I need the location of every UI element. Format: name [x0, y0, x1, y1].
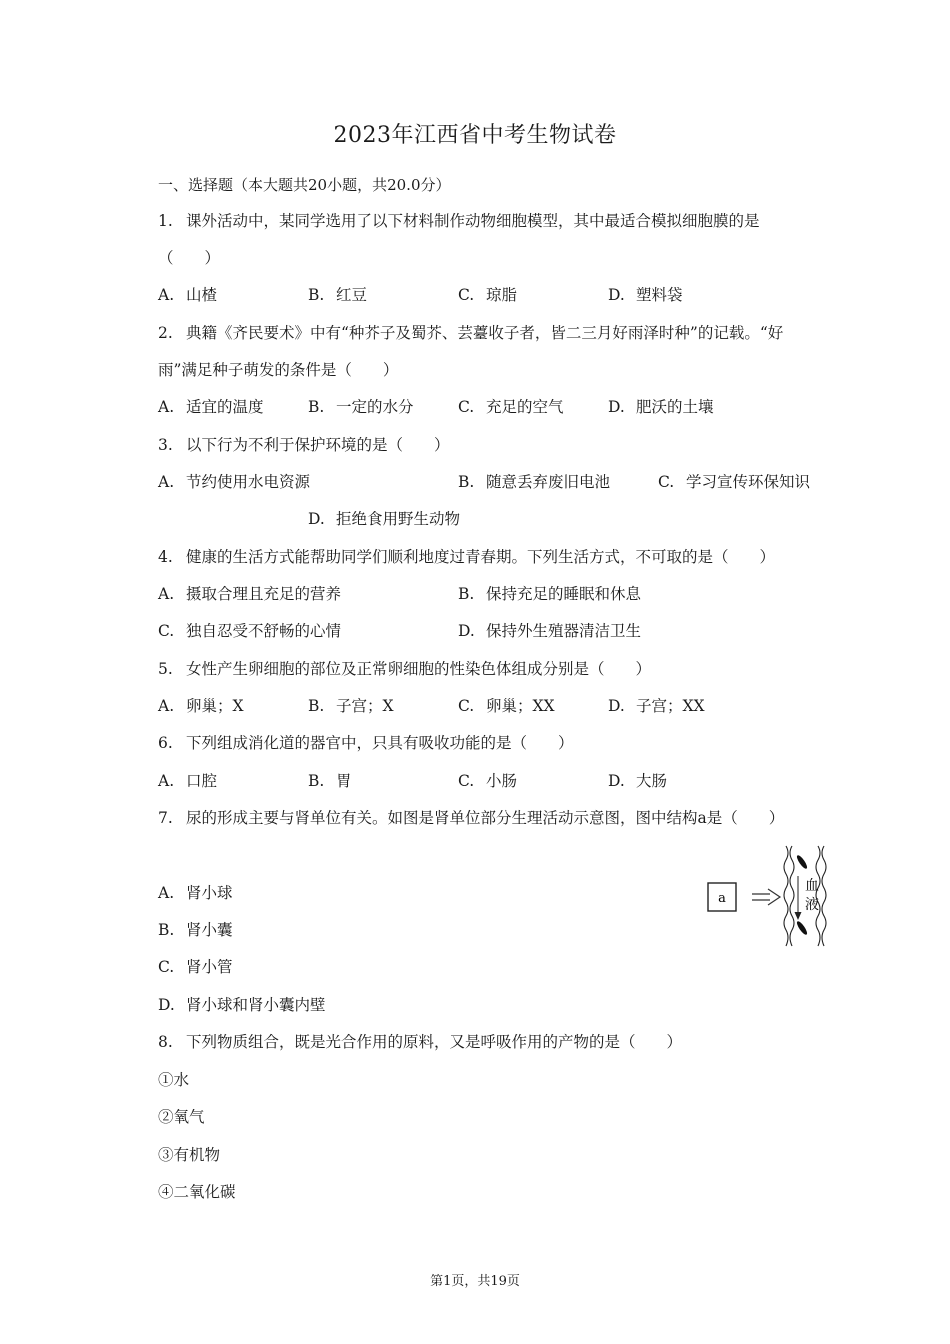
blood-label-2: 液 [805, 897, 819, 913]
question-number: 3. [158, 436, 173, 454]
blood-cell-icon [795, 854, 808, 936]
question-2 [158, 322, 783, 344]
question-8-item-1: ①水 [158, 1071, 190, 1089]
question-2-option-b: B. 一定的水分 [308, 398, 414, 416]
question-1 [158, 210, 760, 232]
question-6-option-d: D. 大肠 [608, 772, 668, 790]
question-7-option-d: D. 肾小球和肾小囊内壁 [158, 996, 326, 1014]
question-number: 8. [158, 1033, 173, 1051]
question-6-option-c: C. 小肠 [458, 772, 518, 790]
question-7 [158, 807, 784, 829]
question-number: 4. [158, 548, 173, 566]
question-3-option-d: D. 拒绝食用野生动物 [308, 510, 461, 528]
question-1-option-c: C. 琼脂 [458, 286, 518, 304]
question-1-line-2: （ ） [158, 249, 221, 267]
question-6-option-b: B. 胃 [308, 772, 352, 790]
question-4-option-b: B. 保持充足的睡眠和休息 [458, 585, 642, 603]
question-text: 健康的生活方式能帮助同学们顺利地度过青春期。下列生活方式，不可取的是（ ） [186, 548, 776, 566]
question-text: 女性产生卵细胞的部位及正常卵细胞的性染色体组成分别是（ ） [186, 660, 652, 678]
question-2-option-d: D. 肥沃的土壤 [608, 398, 714, 416]
question-1-option-d: D. 塑料袋 [608, 286, 683, 304]
question-5-option-b: B. 子宫；X [308, 697, 394, 715]
question-7-option-a: A. 肾小球 [158, 884, 233, 902]
structure-a-label: a [718, 891, 726, 906]
question-4-option-d: D. 保持外生殖器清洁卫生 [458, 622, 642, 640]
question-2-line-2: 雨”满足种子萌发的条件是（ ） [158, 361, 399, 379]
question-number: 1. [158, 212, 173, 230]
question-5-option-d: D. 子宫；XX [608, 697, 705, 715]
question-number: 2. [158, 324, 173, 342]
question-3 [158, 434, 450, 456]
question-text: 典籍《齐民要术》中有“种芥子及蜀芥、芸薹收子者，皆二三月好雨泽时种”的记载。“好 [186, 324, 784, 342]
question-4-option-a: A. 摄取合理且充足的营养 [158, 585, 342, 603]
question-4 [158, 546, 775, 568]
question-8 [158, 1031, 682, 1053]
arrow-icon [752, 889, 780, 905]
question-text: 下列组成消化道的器官中，只具有吸收功能的是（ ） [186, 734, 574, 752]
question-number: 7. [158, 809, 173, 827]
question-text: 下列物质组合，既是光合作用的原料，又是呼吸作用的产物的是（ ） [186, 1033, 683, 1051]
nephron-diagram [706, 842, 832, 950]
question-5 [158, 658, 651, 680]
page-title: 2023年江西省中考生物试卷 [333, 123, 617, 148]
blood-label-1: 血 [805, 878, 819, 894]
question-1-option-b: B. 红豆 [308, 286, 368, 304]
question-text: 以下行为不利于保护环境的是（ ） [186, 436, 450, 454]
question-8-item-2: ②氧气 [158, 1108, 205, 1126]
question-8-item-3: ③有机物 [158, 1146, 221, 1164]
question-number: 5. [158, 660, 173, 678]
question-3-option-b: B. 随意丢弃废旧电池 [458, 473, 611, 491]
question-1-option-a: A. 山楂 [158, 286, 218, 304]
question-2-option-c: C. 充足的空气 [458, 398, 564, 416]
question-3-option-a: A. 节约使用水电资源 [158, 473, 311, 491]
question-4-option-c: C. 独自忍受不舒畅的心情 [158, 622, 342, 640]
question-number: 6. [158, 734, 173, 752]
question-7-option-b: B. 肾小囊 [158, 921, 233, 939]
question-6 [158, 732, 574, 754]
question-2-option-a: A. 适宜的温度 [158, 398, 264, 416]
section-heading: 一、选择题（本大题共20小题，共20.0分） [158, 176, 451, 194]
page-footer: 第1页，共19页 [430, 1274, 520, 1289]
blood-vessel-right-wall [816, 846, 826, 946]
question-7-option-c: C. 肾小管 [158, 958, 233, 976]
question-5-option-a: A. 卵巢；X [158, 697, 244, 715]
question-8-item-4: ④二氧化碳 [158, 1183, 236, 1201]
question-text: 尿的形成主要与肾单位有关。如图是肾单位部分生理活动示意图，图中结构a是（ ） [186, 809, 785, 827]
question-text: 课外活动中，某同学选用了以下材料制作动物细胞模型，其中最适合模拟细胞膜的是 [186, 212, 760, 230]
flow-down-arrow-icon [795, 876, 802, 920]
blood-vessel-left-wall [784, 846, 794, 946]
question-6-option-a: A. 口腔 [158, 772, 218, 790]
question-3-option-c: C. 学习宣传环保知识 [658, 473, 811, 491]
question-5-option-c: C. 卵巢；XX [458, 697, 555, 715]
